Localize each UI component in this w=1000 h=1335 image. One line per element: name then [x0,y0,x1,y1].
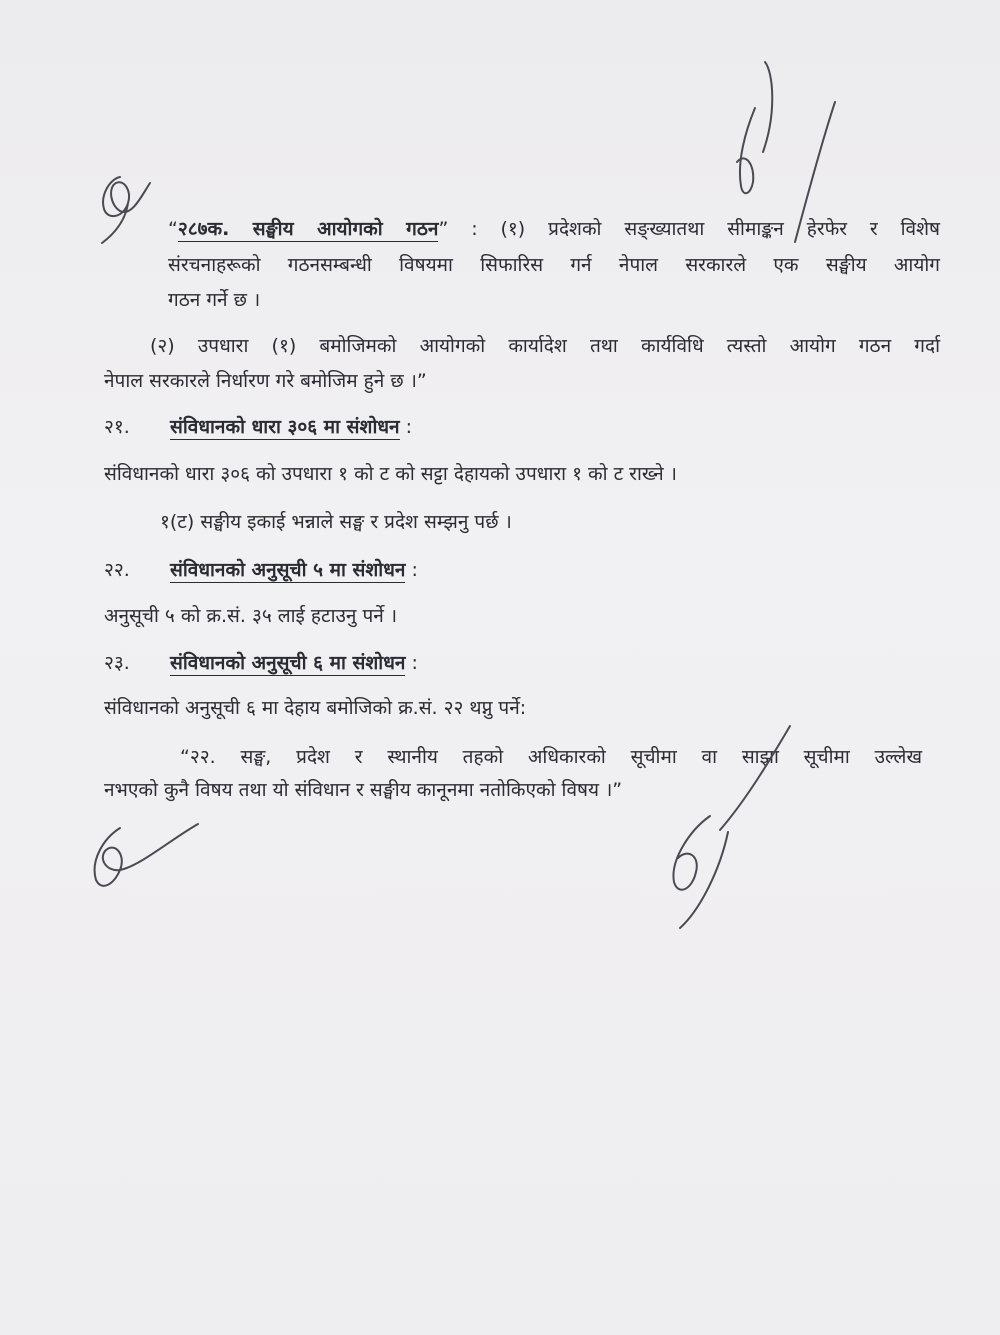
handwritten-signature-bottom-right [650,720,810,935]
section-23-number: २३. [104,652,130,674]
section-21-heading: संविधानको धारा ३०६ मा संशोधन [170,416,400,438]
section-23-heading: संविधानको अनुसूची ६ मा संशोधन [170,652,406,674]
section-23-colon: : [405,652,418,674]
section-21-clause: १(ट) सङ्घीय इकाई भन्नाले सङ्घ र प्रदेश सम्झनु पर्छ । [160,511,512,533]
handwritten-signature-top-right [715,52,860,252]
section-21-colon: : [399,416,413,438]
section-21-body: संविधानको धारा ३०६ को उपधारा १ को ट को सट्टा देहायको उपधारा १ को ट राख्ने । [104,463,677,485]
section-23-heading-line [170,650,418,676]
subsection-2-line1: (२) उपधारा (१) बमोजिमको आयोगको कार्यादेश तथा कार्यविधि त्यस्तो आयोग गठन गर्दा [150,335,940,357]
handwritten-initial-top-left [80,165,160,255]
section-23-quote-line1: “२२. सङ्घ, प्रदेश र स्थानीय तहको अधिकारको सूचीमा वा साझा सूचीमा उल्लेख [180,746,922,768]
section-287a-line3: गठन गर्ने छ । [168,289,261,311]
section-21-heading-line [170,414,412,440]
open-quote: “ [168,218,178,240]
section-22-heading-line [170,557,418,583]
section-23-quote-line2: नभएको कुनै विषय तथा यो संविधान र सङ्घीय कानूनमा नतोकिएको विषय ।” [104,779,623,801]
section-22-body: अनुसूची ५ को क्र.सं. ३५ लाई हटाउनु पर्ने । [104,605,398,627]
section-22-heading: संविधानको अनुसूची ५ मा संशोधन [170,559,406,581]
section-21-number: २१. [104,416,130,438]
handwritten-initial-bottom-left [80,820,210,900]
section-287a-line2: संरचनाहरूको गठनसम्बन्धी विषयमा सिफारिस गर्न नेपाल सरकारले एक सङ्घीय आयोग [168,254,940,276]
section-287a-line1-text: : (१) प्रदेशको सङ्ख्यातथा सीमाङ्कन हेरफेर र विशेष [448,218,940,240]
subsection-2-line2: नेपाल सरकारले निर्धारण गरे बमोजिम हुने छ ।” [104,370,427,392]
section-23-body: संविधानको अनुसूची ६ मा देहाय बमोजिको क्र.सं. २२ थप्नु पर्ने: [104,697,527,719]
close-quote: ” [438,218,449,240]
section-22-colon: : [405,559,418,581]
section-22-number: २२. [104,559,130,581]
section-287a-heading: २८७क. सङ्घीय आयोगको गठन [177,218,439,240]
